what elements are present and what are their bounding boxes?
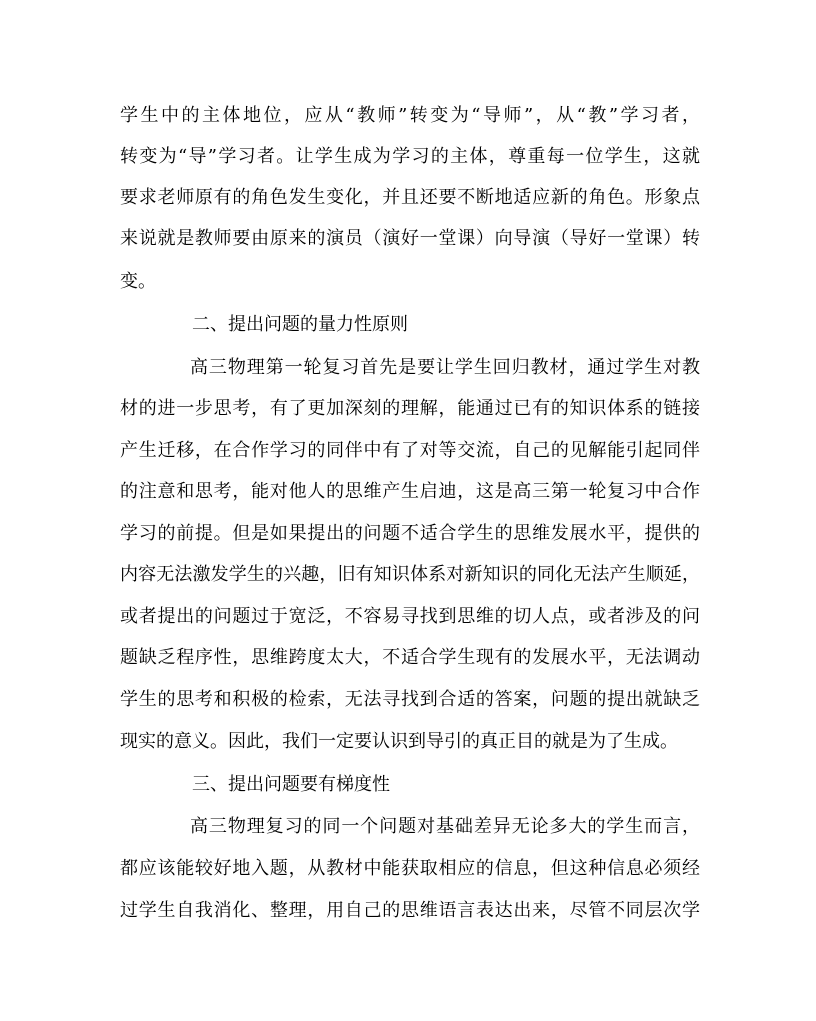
text-line: 或者提出的问题过于宽泛，不容易寻找到思维的切人点，或者涉及的问: [120, 606, 700, 627]
text-line: 现实的意义。因此，我们一定要认识到导引的真正目的就是为了生成。: [120, 731, 678, 752]
text-line: 都应该能较好地入题，从教材中能获取相应的信息，但这种信息必须经: [120, 858, 700, 879]
text-line: 来说就是教师要由原来的演员（演好一堂课）向导演（导好一堂课）转: [120, 228, 700, 249]
text-line: 要求老师原有的角色发生变化，并且还要不断地适应新的角色。形象点: [120, 187, 700, 208]
text-line: 变。: [120, 271, 156, 292]
text-line: 内容无法激发学生的兴趣，旧有知识体系对新知识的同化无法产生顺延，: [120, 564, 700, 585]
text-line: 学生中的主体地位，应从“教师”转变为“导师”，从“教”学习者，: [120, 105, 700, 126]
paragraph-first-line: 高三物理第一轮复习首先是要让学生回归教材，通过学生对教: [190, 357, 700, 378]
text-line: 材的进一步思考，有了更加深刻的理解，能通过已有的知识体系的链接: [120, 398, 700, 419]
text-line: 题缺乏程序性，思维跨度太大，不适合学生现有的发展水平，无法调动: [120, 647, 700, 668]
section-heading: 二、提出问题的量力性原则: [192, 314, 408, 335]
text-line: 产生迁移，在合作学习的同伴中有了对等交流，自己的见解能引起同伴: [120, 440, 700, 461]
text-line: 学习的前提。但是如果提出的问题不适合学生的思维发展水平，提供的: [120, 523, 700, 544]
paragraph-first-line: 高三物理复习的同一个问题对基础差异无论多大的学生而言，: [190, 816, 700, 837]
text-line: 转变为“导”学习者。让学生成为学习的主体，尊重每一位学生，这就: [120, 146, 700, 167]
text-line: 的注意和思考，能对他人的思维产生启迪，这是高三第一轮复习中合作: [120, 481, 700, 502]
text-line: 学生的思考和积极的检索，无法寻找到合适的答案，问题的提出就缺乏: [120, 689, 700, 710]
text-line: 过学生自我消化、整理，用自己的思维语言表达出来，尽管不同层次学: [120, 900, 700, 921]
section-heading: 三、提出问题要有梯度性: [192, 774, 390, 795]
